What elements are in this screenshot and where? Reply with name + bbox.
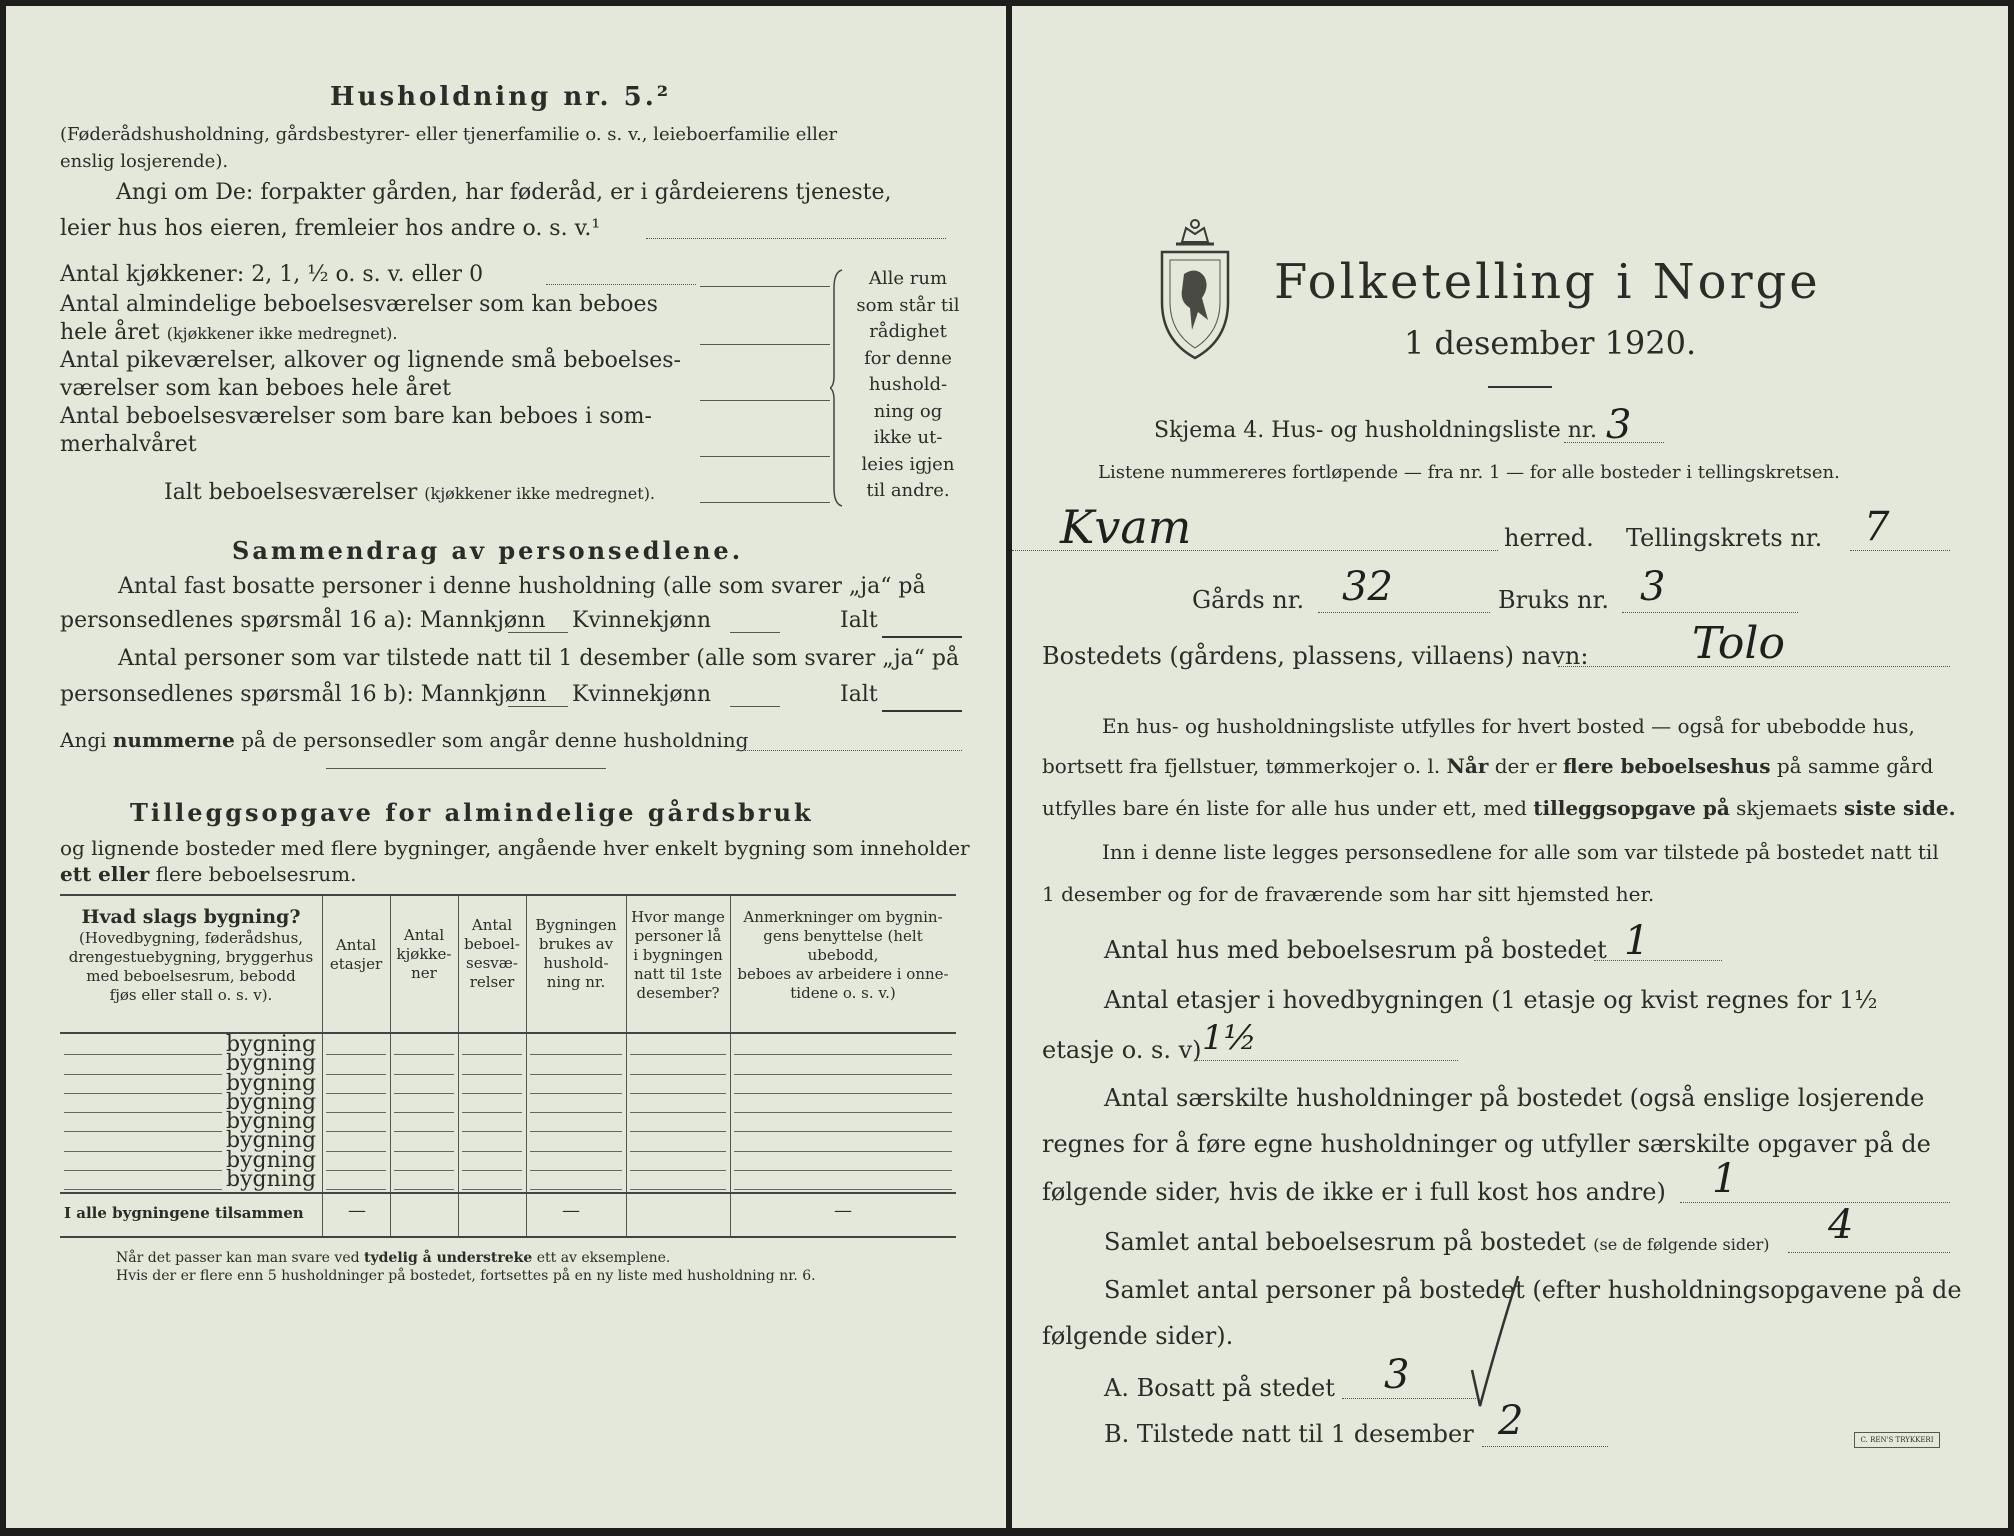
table-row (60, 1147, 956, 1173)
fixed-total-field[interactable] (882, 636, 962, 638)
maid-rooms-label: Antal pikeværelser, alkover og lignende små beboelses- (60, 348, 681, 373)
building-type-field[interactable] (64, 1131, 222, 1132)
left-page (6, 6, 1006, 1528)
table-cell-field[interactable] (530, 1131, 622, 1132)
building-row-label: bygning (226, 1147, 317, 1173)
table-cell-field[interactable] (462, 1093, 522, 1094)
intro-answer-line[interactable] (646, 238, 946, 239)
info-line-4: Inn i denne liste legges personsedlene for alle som var tilstede på bostedet natt til (1102, 840, 1939, 864)
table-cell-field[interactable] (326, 1189, 386, 1190)
bracket-icon (830, 268, 846, 508)
table-cell-field[interactable] (326, 1054, 386, 1055)
fixed-female-label: Kvinnekjønn (572, 608, 711, 633)
info-line-3-bold-2: siste side. (1843, 796, 1956, 820)
printer-stamp: C. REN'S TRYKKERI (1854, 1432, 1940, 1448)
bruks-value: 3 (1640, 564, 1666, 610)
present-total-field[interactable] (882, 710, 962, 712)
building-type-field[interactable] (64, 1054, 222, 1055)
houses-value: 1 (1624, 918, 1650, 964)
table-cell-field[interactable] (734, 1189, 952, 1190)
col-building-type-header: Hvad slags bygning? (Hovedbygning, føderådshus, drengestuebygning, bryggerhus med beboelsesrum, bebodd fjøs eller stall o. s. v). (68, 906, 314, 1004)
table-cell-field[interactable] (462, 1074, 522, 1075)
info-line-3-mid: skjemaets (1736, 796, 1838, 820)
ordinary-rooms-label: Antal almindelige beboelsesværelser som kan beboes (60, 292, 658, 317)
table-row (60, 1051, 956, 1077)
herred-value: Kvam (1060, 500, 1192, 554)
table-cell-field[interactable] (530, 1151, 622, 1152)
table-cell-field[interactable] (326, 1074, 386, 1075)
checkmark-icon (1452, 1266, 1532, 1416)
bosted-label: Bostedets (gårdens, plassens, villaens) navn: (1042, 642, 1589, 670)
table-cell-field[interactable] (630, 1112, 726, 1113)
table-cell-field[interactable] (734, 1131, 952, 1132)
table-cell-field[interactable] (462, 1189, 522, 1190)
household-subtitle: (Føderådshusholdning, gårdsbestyrer- eller tjenerfamilie o. s. v., leieboerfamilie eller (60, 124, 838, 145)
summary-fixed-line-1: Antal fast bosatte personer i denne husholdning (alle som svarer „ja“ på (118, 574, 926, 599)
supplement-text-bold: ett eller (60, 862, 150, 886)
total-rooms-label: Ialt beboelsesværelser (164, 480, 418, 505)
numbers-post: på de personsedler som angår denne husholdning (241, 728, 749, 752)
footnote-1-pre: Når det passer kan man svare ved (116, 1250, 360, 1266)
building-row-label: bygning (226, 1166, 317, 1192)
building-type-field[interactable] (64, 1074, 222, 1075)
table-cell-field[interactable] (530, 1054, 622, 1055)
col-household-header: Bygningen brukes av hushold- ning nr. (535, 916, 617, 991)
households-line-2: regnes for å føre egne husholdninger og utfyller særskilte opgaver på de (1042, 1130, 1931, 1158)
building-type-field[interactable] (64, 1093, 222, 1094)
table-row (60, 1070, 956, 1096)
resident-value: 3 (1384, 1352, 1410, 1398)
table-cell-field[interactable] (394, 1074, 454, 1075)
building-row-label: bygning (226, 1051, 317, 1077)
summary-heading: Sammendrag av personsedlene. (232, 536, 744, 565)
table-row (60, 1109, 956, 1134)
summary-present-line-1: Antal personer som var tilstede natt til 1 desember (alle som svarer „ja“ på (118, 646, 960, 671)
fixed-male-field[interactable] (508, 632, 568, 633)
table-cell-field[interactable] (462, 1054, 522, 1055)
rooms-value: 4 (1828, 1202, 1854, 1248)
fixed-female-field[interactable] (730, 632, 780, 633)
intro-line-1: Angi om De: forpakter gården, har føderåd, er i gårdeierens tjeneste, (116, 180, 892, 205)
floors-value: 1½ (1202, 1018, 1257, 1058)
krets-field[interactable] (1850, 550, 1950, 551)
kitchens-dots (546, 284, 696, 285)
coat-of-arms-icon (1152, 212, 1238, 362)
col-rooms-header: Antal beboel- sesvæ- relser (464, 916, 520, 991)
herred-label: herred. (1504, 524, 1594, 552)
building-row-label: bygning (226, 1128, 317, 1154)
gards-field[interactable] (1318, 612, 1490, 613)
building-table (60, 894, 956, 1238)
present-value: 2 (1498, 1398, 1524, 1444)
table-cell-field[interactable] (630, 1189, 726, 1190)
floors-line-1: Antal etasjer i hovedbygningen (1 etasje og kvist regnes for 1½ (1104, 986, 1878, 1014)
footnote-1-post: ett av eksemplene. (536, 1250, 671, 1266)
schema-value: 3 (1606, 402, 1632, 448)
total-rooms-field[interactable] (700, 502, 830, 503)
table-cell-field[interactable] (394, 1093, 454, 1094)
numbers-pre: Angi (60, 728, 107, 752)
houses-field[interactable] (1594, 960, 1722, 961)
total-household-dash: — (562, 1200, 580, 1221)
col-floors-header: Antal etasjer (329, 936, 383, 973)
persons-line-2: følgende sider). (1042, 1322, 1234, 1350)
table-cell-field[interactable] (630, 1074, 726, 1075)
present-label: B. Tilstede natt til 1 desember (1104, 1420, 1474, 1448)
households-field[interactable] (1680, 1202, 1950, 1203)
ordinary-rooms-field[interactable] (700, 344, 830, 345)
building-row-label: bygning (226, 1070, 317, 1096)
floors-field[interactable] (1196, 1060, 1458, 1061)
census-title: Folketelling i Norge (1274, 254, 1821, 310)
summary-present-line-2: personsedlenes spørsmål 16 b): Mannkjønn (60, 682, 547, 707)
schema-label: Skjema 4. Hus- og husholdningsliste nr. (1154, 418, 1597, 443)
right-page (1012, 6, 2008, 1528)
info-line-2-post: på samme gård (1776, 754, 1934, 778)
info-line-2-bold-2: flere beboelseshus (1563, 754, 1771, 778)
building-row-label: bygning (226, 1089, 317, 1115)
present-female-label: Kvinnekjønn (572, 682, 711, 707)
present-total-label: Ialt (840, 682, 878, 707)
table-cell-field[interactable] (394, 1170, 454, 1171)
table-cell-field[interactable] (530, 1189, 622, 1190)
table-cell-field[interactable] (530, 1170, 622, 1171)
bosted-value: Tolo (1692, 618, 1785, 669)
total-floors-dash: — (348, 1200, 366, 1221)
building-type-field[interactable] (64, 1189, 222, 1190)
table-cell-field[interactable] (394, 1151, 454, 1152)
footnote-1-bold: tydelig å understreke (364, 1250, 533, 1266)
table-cell-field[interactable] (394, 1131, 454, 1132)
building-type-field[interactable] (64, 1151, 222, 1152)
table-cell-field[interactable] (462, 1131, 522, 1132)
table-cell-field[interactable] (734, 1151, 952, 1152)
table-cell-field[interactable] (394, 1054, 454, 1055)
table-cell-field[interactable] (530, 1074, 622, 1075)
herred-field[interactable] (1012, 550, 1498, 551)
rooms-label: Samlet antal beboelsesrum på bostedet (1104, 1228, 1586, 1256)
info-line-3-pre: utfylles bare én liste for alle hus under ett, med (1042, 796, 1527, 820)
total-rooms-note: (kjøkkener ikke medregnet). (424, 484, 656, 503)
building-type-field[interactable] (64, 1170, 222, 1171)
info-line-1: En hus- og husholdningsliste utfylles for hvert bosted — også for ubebodde hus, (1102, 714, 1915, 738)
census-date: 1 desember 1920. (1404, 324, 1697, 362)
building-type-field[interactable] (64, 1112, 222, 1113)
maid-rooms-label-2: værelser som kan beboes hele året (60, 376, 451, 401)
supplement-heading: Tilleggsopgave for almindelige gårdsbruk (130, 798, 814, 827)
household-title: Husholdning nr. 5.² (330, 82, 672, 112)
maid-rooms-field[interactable] (700, 400, 830, 401)
numbers-field[interactable] (736, 750, 962, 751)
present-female-field[interactable] (730, 706, 780, 707)
table-cell-field[interactable] (734, 1093, 952, 1094)
table-cell-field[interactable] (326, 1170, 386, 1171)
info-line-2-mid: der er (1494, 754, 1557, 778)
table-total-label: I alle bygningene tilsammen (64, 1204, 304, 1222)
table-cell-field[interactable] (530, 1112, 622, 1113)
title-divider (1488, 386, 1552, 388)
households-value: 1 (1712, 1156, 1738, 1202)
table-cell-field[interactable] (394, 1189, 454, 1190)
table-cell-field[interactable] (326, 1131, 386, 1132)
table-cell-field[interactable] (530, 1093, 622, 1094)
table-row (60, 1128, 956, 1154)
table-row (60, 1032, 956, 1057)
summer-rooms-field[interactable] (700, 456, 830, 457)
info-line-2-bold-1: Når (1446, 754, 1489, 778)
table-cell-field[interactable] (734, 1074, 952, 1075)
resident-label: A. Bosatt på stedet (1104, 1374, 1335, 1402)
col-remarks-header: Anmerkninger om bygnin- gens benyttelse (helt ubebodd, beboes av arbeidere i onne- tidene o. s. v.) (737, 908, 949, 1002)
building-row-label: bygning (226, 1109, 317, 1134)
info-line-2-pre: bortsett fra fjellstuer, tømmerkojer o. l. (1042, 754, 1441, 778)
ordinary-rooms-label-2: hele året (60, 320, 160, 345)
krets-value: 7 (1864, 504, 1890, 550)
bracket-note: Alle rum som står til rådighet for denne hushold- ning og ikke ut- leies igjen til andre. (856, 268, 960, 501)
summer-rooms-label: Antal beboelsesværelser som bare kan beboes i som- (60, 404, 652, 429)
supplement-text-2: flere beboelsesrum. (155, 862, 357, 886)
total-remarks-dash: — (834, 1200, 852, 1221)
footnote-2: Hvis der er flere enn 5 husholdninger på bostedet, fortsettes på en ny liste med husholdning nr. 6. (116, 1268, 816, 1284)
intro-line-2: leier hus hos eieren, fremleier hos andre o. s. v.¹ (60, 216, 601, 241)
gards-label: Gårds nr. (1192, 586, 1305, 614)
table-cell-field[interactable] (394, 1112, 454, 1113)
summer-rooms-label-2: merhalvåret (60, 432, 197, 457)
section-divider (326, 768, 606, 769)
table-cell-field[interactable] (326, 1112, 386, 1113)
table-cell-field[interactable] (326, 1093, 386, 1094)
info-line-3-bold-1: tilleggsopgave på (1533, 796, 1730, 820)
table-cell-field[interactable] (462, 1170, 522, 1171)
present-field[interactable] (1482, 1446, 1608, 1447)
table-cell-field[interactable] (630, 1151, 726, 1152)
rooms-note: (se de følgende sider) (1593, 1235, 1770, 1254)
persons-line-1: Samlet antal personer på bostedet (efter husholdningsopgavene på de (1104, 1276, 1962, 1304)
present-male-field[interactable] (508, 706, 568, 707)
table-cell-field[interactable] (630, 1170, 726, 1171)
numbers-bold: nummerne (112, 728, 235, 752)
households-line-1: Antal særskilte husholdninger på bostedet (også enslige losjerende (1104, 1084, 1925, 1112)
table-cell-field[interactable] (630, 1093, 726, 1094)
fixed-total-label: Ialt (840, 608, 878, 633)
supplement-text-1: og lignende bosteder med flere bygninger, angående hver enkelt bygning som inneholder (60, 836, 970, 860)
numbering-note: Listene nummereres fortløpende — fra nr. 1 — for alle bosteder i tellingskretsen. (1098, 462, 1840, 483)
houses-label: Antal hus med beboelsesrum på bostedet (1104, 936, 1607, 964)
numbers-line (60, 728, 748, 752)
table-cell-field[interactable] (734, 1054, 952, 1055)
table-cell-field[interactable] (734, 1112, 952, 1113)
kitchens-label: Antal kjøkkener: 2, 1, ½ o. s. v. eller 0 (60, 262, 484, 287)
rooms-field[interactable] (1788, 1252, 1950, 1253)
table-cell-field[interactable] (630, 1054, 726, 1055)
building-row-label: bygning (226, 1032, 317, 1057)
bruks-label: Bruks nr. (1498, 586, 1609, 614)
table-cell-field[interactable] (734, 1170, 952, 1171)
table-cell-field[interactable] (462, 1112, 522, 1113)
ordinary-rooms-note: (kjøkkener ikke medregnet). (166, 324, 398, 343)
info-line-5: 1 desember og for de fraværende som har sitt hjemsted her. (1042, 882, 1655, 906)
household-subtitle-2: enslig losjerende). (60, 151, 229, 172)
table-row (60, 1166, 956, 1192)
krets-label: Tellingskrets nr. (1626, 524, 1823, 552)
col-persons-header: Hvor mange personer lå i bygningen natt til 1ste desember? (631, 908, 725, 1002)
kitchens-field[interactable] (700, 286, 830, 287)
col-kitchens-header: Antal kjøkke- ner (396, 926, 452, 982)
table-cell-field[interactable] (326, 1151, 386, 1152)
table-cell-field[interactable] (462, 1151, 522, 1152)
floors-line-2: etasje o. s. v) (1042, 1036, 1202, 1064)
table-cell-field[interactable] (630, 1131, 726, 1132)
summary-fixed-line-2: personsedlenes spørsmål 16 a): Mannkjønn (60, 608, 546, 633)
table-row (60, 1089, 956, 1115)
gards-value: 32 (1342, 564, 1393, 610)
households-line-3: følgende sider, hvis de ikke er i full kost hos andre) (1042, 1178, 1666, 1206)
bruks-field[interactable] (1622, 612, 1798, 613)
